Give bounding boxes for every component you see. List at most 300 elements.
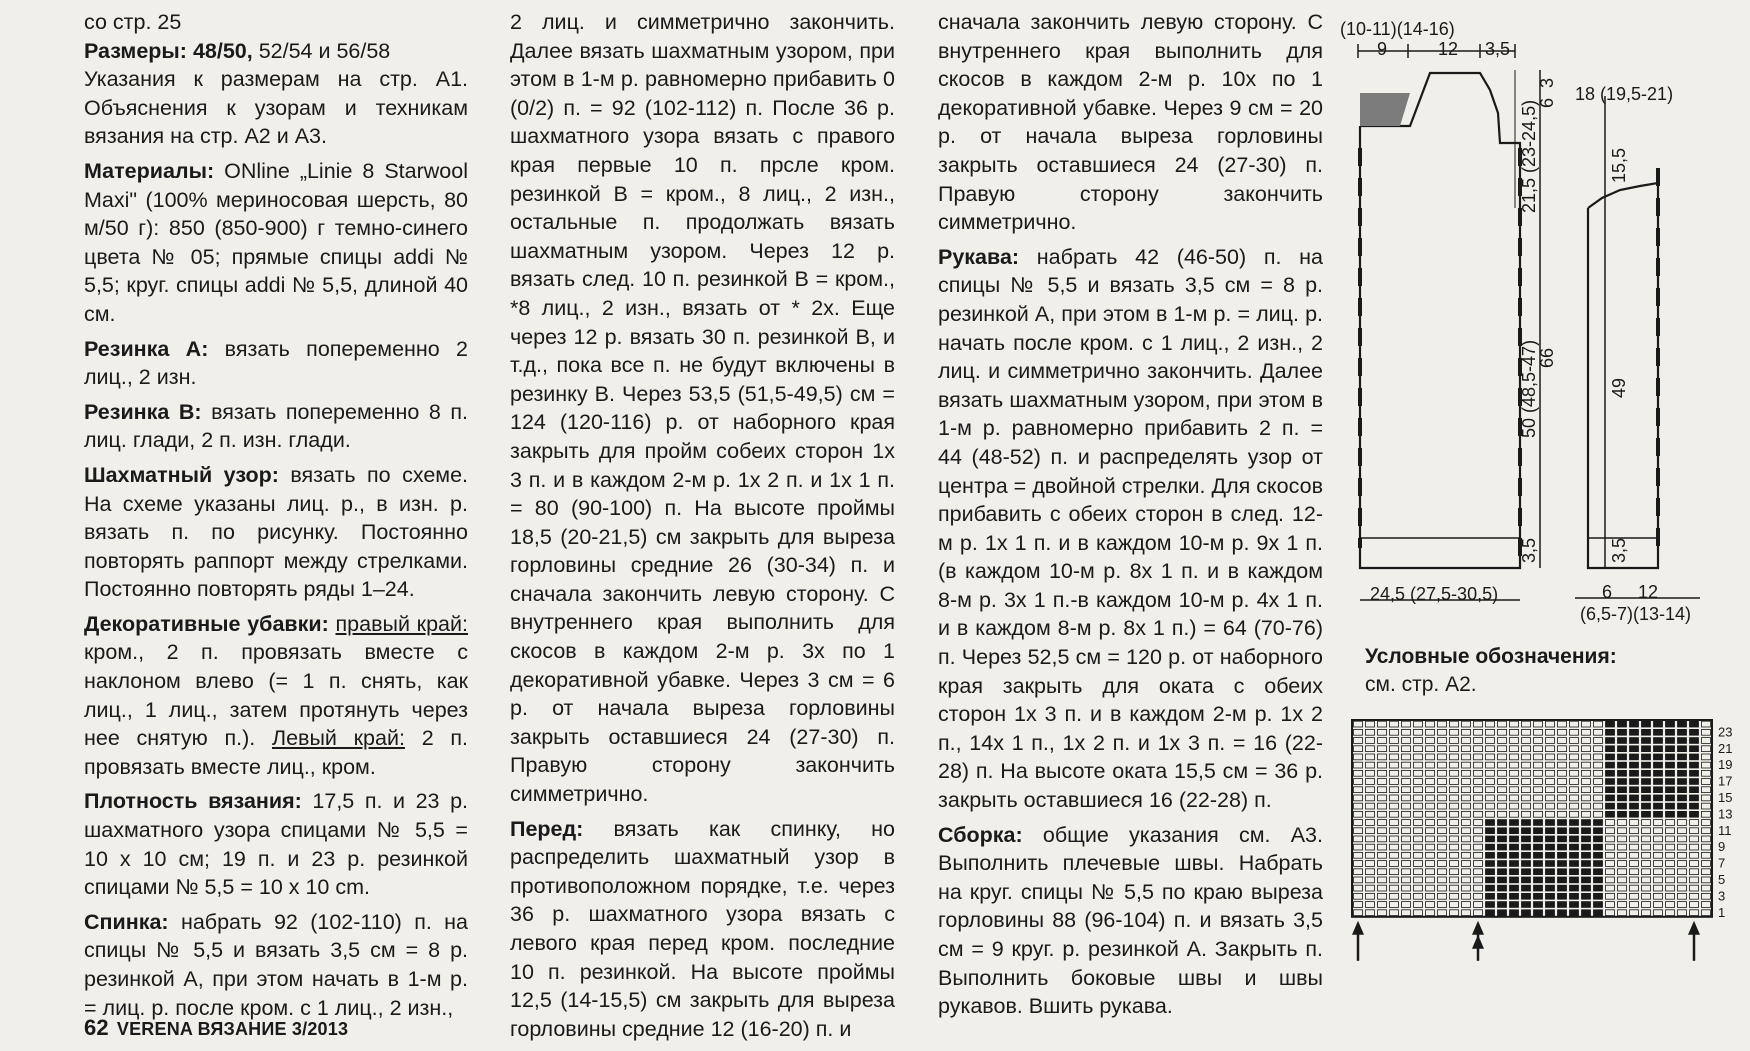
chart-cell (1594, 869, 1603, 875)
chart-cell (1450, 795, 1459, 801)
chart-cell (1618, 721, 1627, 727)
chart-cell (1414, 795, 1423, 801)
chart-cell (1462, 795, 1471, 801)
chart-cell (1366, 828, 1375, 834)
chart-cell (1450, 738, 1459, 744)
chart-cell (1534, 852, 1543, 858)
height-50-label: 50 (48,5-47) (1519, 339, 1539, 438)
chart-cell (1474, 721, 1483, 727)
chart-cell (1510, 795, 1519, 801)
chart-cell (1414, 910, 1423, 916)
chart-cell (1582, 811, 1591, 817)
chart-cell (1702, 746, 1711, 752)
chart-cell (1498, 770, 1507, 776)
chart-cell (1522, 762, 1531, 768)
chart-cell (1390, 869, 1399, 875)
chart-cell (1510, 811, 1519, 817)
chart-cell (1654, 836, 1663, 842)
chart-cell (1642, 779, 1651, 785)
chart-cell (1654, 746, 1663, 752)
chart-cell (1378, 738, 1387, 744)
chart-cell (1570, 861, 1579, 867)
chart-cell (1522, 729, 1531, 735)
chart-cell (1534, 762, 1543, 768)
chart-cell (1546, 910, 1555, 916)
chart-cell (1354, 885, 1363, 891)
chart-cell (1594, 861, 1603, 867)
chart-cell (1534, 910, 1543, 916)
chart-cell (1390, 795, 1399, 801)
chart-cell (1450, 820, 1459, 826)
chart-cell (1522, 787, 1531, 793)
chart-cell (1450, 893, 1459, 899)
chart-cell (1450, 844, 1459, 850)
chart-cell (1630, 754, 1639, 760)
chart-cell (1450, 869, 1459, 875)
rib-b-paragraph (84, 398, 468, 455)
chart-cell (1618, 877, 1627, 883)
chart-cell (1534, 820, 1543, 826)
chart-cell (1582, 885, 1591, 891)
chart-cell (1522, 828, 1531, 834)
front-continued-paragraph: сначала закончить левую сторону. С внутреннего края выполнить для скосов в каждом 2-м р. 10х по 1 декоративной убавке. Через 9 см = 20 р. от начала выреза горловины закрыть оставшиеся 24 (27-30) п. Правую сторону закончить симметрично. (938, 10, 1323, 235)
chart-cell (1378, 869, 1387, 875)
chart-cell (1474, 811, 1483, 817)
chart-cell (1582, 729, 1591, 735)
chart-cell (1378, 795, 1387, 801)
chart-cell (1546, 852, 1555, 858)
chart-cell (1666, 877, 1675, 883)
chart-cell (1414, 844, 1423, 850)
chart-cell (1438, 869, 1447, 875)
chart-cell (1366, 811, 1375, 817)
chart-cell (1450, 877, 1459, 883)
chart-cell (1630, 795, 1639, 801)
chart-cell (1534, 844, 1543, 850)
chart-cell (1438, 770, 1447, 776)
chart-row-label: 1 (1718, 904, 1726, 920)
chart-cell (1606, 721, 1615, 727)
chart-cell (1366, 893, 1375, 899)
chart-cell (1642, 770, 1651, 776)
chart-cell (1546, 795, 1555, 801)
chart-cell (1366, 820, 1375, 826)
chart-cell (1486, 893, 1495, 899)
decrease-label: Декоративные убавки: (84, 611, 329, 636)
chart-cell (1582, 762, 1591, 768)
chart-cell (1378, 877, 1387, 883)
chart-cell (1666, 738, 1675, 744)
width-35-label: 3,5 (1485, 39, 1511, 59)
chart-cell (1654, 770, 1663, 776)
chart-cell (1666, 795, 1675, 801)
chart-cell (1666, 902, 1675, 908)
chart-cell (1438, 795, 1447, 801)
chart-cell (1678, 820, 1687, 826)
chart-cell (1366, 746, 1375, 752)
chart-cell (1534, 795, 1543, 801)
magazine-name: VERENA ВЯЗАНИЕ 3/2013 (116, 1019, 349, 1039)
chart-cell (1630, 787, 1639, 793)
chart-cell (1534, 885, 1543, 891)
chart-cell (1486, 902, 1495, 908)
chart-cell (1594, 902, 1603, 908)
chart-cell (1594, 754, 1603, 760)
chart-cell (1438, 803, 1447, 809)
chart-cell (1702, 820, 1711, 826)
chart-cell (1654, 811, 1663, 817)
chart-cell (1438, 836, 1447, 842)
chart-cell (1606, 811, 1615, 817)
chart-cell (1630, 762, 1639, 768)
chart-cell (1534, 811, 1543, 817)
chart-cell (1678, 893, 1687, 899)
chart-cell (1414, 721, 1423, 727)
chart-cell (1606, 738, 1615, 744)
text-column-1 (84, 8, 468, 1028)
chart-cell (1666, 828, 1675, 834)
chart-cell (1630, 746, 1639, 752)
chart-cell (1534, 779, 1543, 785)
sleeve-cuff-label: 3,5 (1609, 537, 1629, 563)
chart-cell (1690, 893, 1699, 899)
chart-cell (1366, 779, 1375, 785)
chart-cell (1594, 729, 1603, 735)
chart-cell (1702, 729, 1711, 735)
chart-cell (1498, 729, 1507, 735)
chart-cell (1546, 861, 1555, 867)
chart-cell (1654, 721, 1663, 727)
chart-cell (1654, 795, 1663, 801)
chart-cell (1366, 803, 1375, 809)
chart-cell (1582, 844, 1591, 850)
chart-cell (1462, 803, 1471, 809)
chart-cell (1390, 861, 1399, 867)
chart-cell (1366, 902, 1375, 908)
chart-cell (1354, 795, 1363, 801)
chart-cell (1702, 902, 1711, 908)
chart-cell (1594, 738, 1603, 744)
decrease-paragraph (84, 610, 468, 782)
chart-cell (1558, 779, 1567, 785)
chart-cell (1546, 869, 1555, 875)
chart-cell (1366, 885, 1375, 891)
chart-cell (1438, 779, 1447, 785)
chart-cell (1654, 885, 1663, 891)
chart-cell (1390, 836, 1399, 842)
chart-cell (1642, 729, 1651, 735)
rib-b-label: Резинка В: (84, 399, 202, 424)
chart-cell (1354, 803, 1363, 809)
chart-cell (1594, 787, 1603, 793)
chart-cell (1486, 844, 1495, 850)
chart-cell (1354, 738, 1363, 744)
chart-cell (1534, 893, 1543, 899)
chart-cell (1582, 828, 1591, 834)
pattern-chart (1350, 718, 1750, 978)
chart-cell (1678, 836, 1687, 842)
chart-cell (1462, 770, 1471, 776)
chart-cell (1474, 852, 1483, 858)
chart-cell (1618, 820, 1627, 826)
chart-cell (1618, 893, 1627, 899)
chart-cell (1534, 746, 1543, 752)
chart-cell (1678, 762, 1687, 768)
chart-cell (1438, 877, 1447, 883)
chart-cell (1630, 877, 1639, 883)
chart-cell (1498, 828, 1507, 834)
chart-cell (1546, 729, 1555, 735)
chart-cell (1522, 803, 1531, 809)
chart-cell (1414, 762, 1423, 768)
chart-cell (1474, 787, 1483, 793)
density-label: Плотность вязания: (84, 789, 302, 814)
chart-cell (1462, 844, 1471, 850)
chart-cell (1426, 820, 1435, 826)
chart-cell (1498, 861, 1507, 867)
chart-cell (1462, 738, 1471, 744)
chart-cell (1594, 803, 1603, 809)
chart-cell (1438, 828, 1447, 834)
chart-cell (1690, 877, 1699, 883)
chart-cell (1354, 787, 1363, 793)
chart-cell (1462, 877, 1471, 883)
chart-cell (1450, 762, 1459, 768)
chart-cell (1486, 836, 1495, 842)
chart-cell (1630, 729, 1639, 735)
chart-cell (1414, 885, 1423, 891)
chart-cell (1642, 893, 1651, 899)
chart-cell (1654, 877, 1663, 883)
chart-cell (1594, 844, 1603, 850)
chart-cell (1678, 779, 1687, 785)
chart-cell (1462, 902, 1471, 908)
chart-cell (1510, 746, 1519, 752)
chart-cell (1414, 828, 1423, 834)
chart-cell (1570, 885, 1579, 891)
height-215-label: 21,5 (23-24,5) (1519, 99, 1539, 213)
legend-text: см. стр. А2. (1365, 673, 1477, 696)
chart-cell (1558, 910, 1567, 916)
chart-cell (1426, 787, 1435, 793)
chart-cell (1426, 869, 1435, 875)
chart-cell (1402, 779, 1411, 785)
chart-cell (1402, 729, 1411, 735)
chart-cell (1594, 877, 1603, 883)
chart-cell (1666, 852, 1675, 858)
chart-cell (1666, 861, 1675, 867)
chart-cell (1462, 852, 1471, 858)
chart-cell (1618, 795, 1627, 801)
cuff-sub-label: (6,5-7)(13-14) (1580, 604, 1692, 624)
chart-cell (1618, 770, 1627, 776)
sizes-line (84, 37, 468, 66)
chart-cell (1522, 746, 1531, 752)
front-text: вязать как спинку, но распределить шахматный узор в противоположном порядке, т.е. через 36 р. шахматного узора вязать с левого края перед кром. последние 10 п. резинкой. На высоте проймы 12,5 (14-15,5) см закрыть для выреза горловины средние 12 (16-20) п. и (510, 816, 895, 1041)
text-column-3 (938, 8, 1323, 1027)
chart-cell (1606, 861, 1615, 867)
chart-cell (1558, 869, 1567, 875)
chart-cell (1522, 877, 1531, 883)
chart-cell (1690, 885, 1699, 891)
chart-cell (1366, 836, 1375, 842)
chart-cell (1438, 729, 1447, 735)
sleeves-label: Рукава: (938, 244, 1020, 269)
chart-cell (1642, 820, 1651, 826)
chart-cell (1462, 762, 1471, 768)
chart-cell (1570, 770, 1579, 776)
chart-cell (1606, 885, 1615, 891)
chart-cell (1546, 877, 1555, 883)
chart-cell (1558, 852, 1567, 858)
chart-cell (1438, 787, 1447, 793)
chart-cell (1546, 885, 1555, 891)
chart-cell (1570, 754, 1579, 760)
chart-cell (1498, 779, 1507, 785)
chart-cell (1438, 746, 1447, 752)
chart-cell (1642, 910, 1651, 916)
chart-cell (1390, 803, 1399, 809)
chart-cell (1582, 861, 1591, 867)
chart-cell (1678, 746, 1687, 752)
chart-cell (1486, 721, 1495, 727)
decrease-right-edge: правый край: (335, 611, 468, 636)
chart-cell (1702, 861, 1711, 867)
chart-cell (1438, 811, 1447, 817)
chart-cell (1390, 844, 1399, 850)
chart-cell (1630, 869, 1639, 875)
chart-cell (1570, 893, 1579, 899)
chart-cell (1690, 738, 1699, 744)
chart-cell (1630, 779, 1639, 785)
chart-cell (1642, 811, 1651, 817)
chart-cell (1450, 803, 1459, 809)
chart-cell (1594, 828, 1603, 834)
chart-cell (1462, 885, 1471, 891)
chart-cell (1438, 885, 1447, 891)
chart-cell (1486, 762, 1495, 768)
chart-cell (1534, 803, 1543, 809)
chart-cell (1426, 762, 1435, 768)
chart-cell (1474, 828, 1483, 834)
chart-cell (1474, 836, 1483, 842)
chart-cell (1438, 902, 1447, 908)
chart-cell (1678, 869, 1687, 875)
chart-cell (1558, 811, 1567, 817)
chart-cell (1606, 893, 1615, 899)
chart-cell (1378, 721, 1387, 727)
check-pattern-label: Шахматный узор: (84, 462, 279, 487)
chart-cell (1558, 844, 1567, 850)
chart-cell (1690, 852, 1699, 858)
decrease-text-1: кром., 2 п. провязать вместе с наклоном влево (= 1 п. снять, как лиц., 1 лиц., затем протянуть через нее снятую п.). (84, 640, 468, 751)
rib-b-text: вязать попеременно 8 п. лиц. глади, 2 п. изн. глади. (84, 399, 468, 453)
chart-cell (1522, 811, 1531, 817)
chart-cell (1690, 770, 1699, 776)
chart-cell (1618, 746, 1627, 752)
chart-cell (1630, 828, 1639, 834)
chart-cell (1678, 877, 1687, 883)
chart-cell (1570, 729, 1579, 735)
chart-cell (1426, 721, 1435, 727)
chart-cell (1582, 770, 1591, 776)
chart-cell (1570, 779, 1579, 785)
rib-a-label: Резинка А: (84, 336, 209, 361)
chart-cell (1474, 893, 1483, 899)
sizes-rest: 52/54 и 56/58 (252, 38, 391, 63)
chart-cell (1426, 770, 1435, 776)
from-page-note: со стр. 25 (84, 10, 182, 34)
chart-cell (1354, 811, 1363, 817)
chart-cell (1390, 787, 1399, 793)
chart-cell (1642, 721, 1651, 727)
height-35-label: 3,5 (1519, 537, 1539, 563)
chart-cell (1390, 746, 1399, 752)
chart-cell (1666, 820, 1675, 826)
sleeve-length-label: 49 (1609, 377, 1629, 398)
chart-cell (1690, 836, 1699, 842)
chart-cell (1498, 836, 1507, 842)
back-label: Спинка: (84, 909, 169, 934)
chart-cell (1546, 803, 1555, 809)
chart-cell (1546, 746, 1555, 752)
chart-cell (1486, 877, 1495, 883)
chart-cell (1570, 803, 1579, 809)
chart-cell (1570, 836, 1579, 842)
chart-cell (1558, 746, 1567, 752)
chart-cell (1414, 729, 1423, 735)
chart-cell (1690, 828, 1699, 834)
chart-cell (1630, 893, 1639, 899)
chart-cell (1486, 852, 1495, 858)
chart-cell (1402, 885, 1411, 891)
chart-cell (1378, 770, 1387, 776)
chart-cell (1546, 738, 1555, 744)
chart-row-label: 15 (1718, 790, 1733, 805)
chart-cell (1558, 893, 1567, 899)
materials-text: ONline „Linie 8 Starwool Maxi" (100% мериносовая шерсть, 80 м/50 г): 850 (850-900) г темно-синего цвета № 05; прямые спицы addi № 5,5; круг. спицы addi № 5,5, длиной 40 см. (84, 158, 468, 326)
chart-cell (1630, 721, 1639, 727)
chart-cell (1522, 869, 1531, 875)
chart-cell (1378, 779, 1387, 785)
chart-cell (1558, 754, 1567, 760)
chart-cell (1474, 746, 1483, 752)
chart-cell (1462, 721, 1471, 727)
chart-cell (1678, 803, 1687, 809)
chart-cell (1546, 893, 1555, 899)
chart-cell (1702, 828, 1711, 834)
chart-cell (1534, 770, 1543, 776)
chart-cell (1498, 893, 1507, 899)
chart-cell (1594, 795, 1603, 801)
chart-cell (1426, 885, 1435, 891)
chart-cell (1450, 787, 1459, 793)
chart-row-label: 7 (1718, 855, 1726, 871)
chart-cell (1582, 877, 1591, 883)
chart-cell (1678, 770, 1687, 776)
chart-cell (1354, 770, 1363, 776)
chart-cell (1522, 844, 1531, 850)
chart-cell (1678, 852, 1687, 858)
chart-cell (1498, 852, 1507, 858)
chart-cell (1546, 787, 1555, 793)
chart-cell (1414, 803, 1423, 809)
chart-cell (1402, 902, 1411, 908)
chart-cell (1486, 803, 1495, 809)
chart-cell (1390, 738, 1399, 744)
chart-cell (1450, 902, 1459, 908)
chart-cell (1690, 861, 1699, 867)
